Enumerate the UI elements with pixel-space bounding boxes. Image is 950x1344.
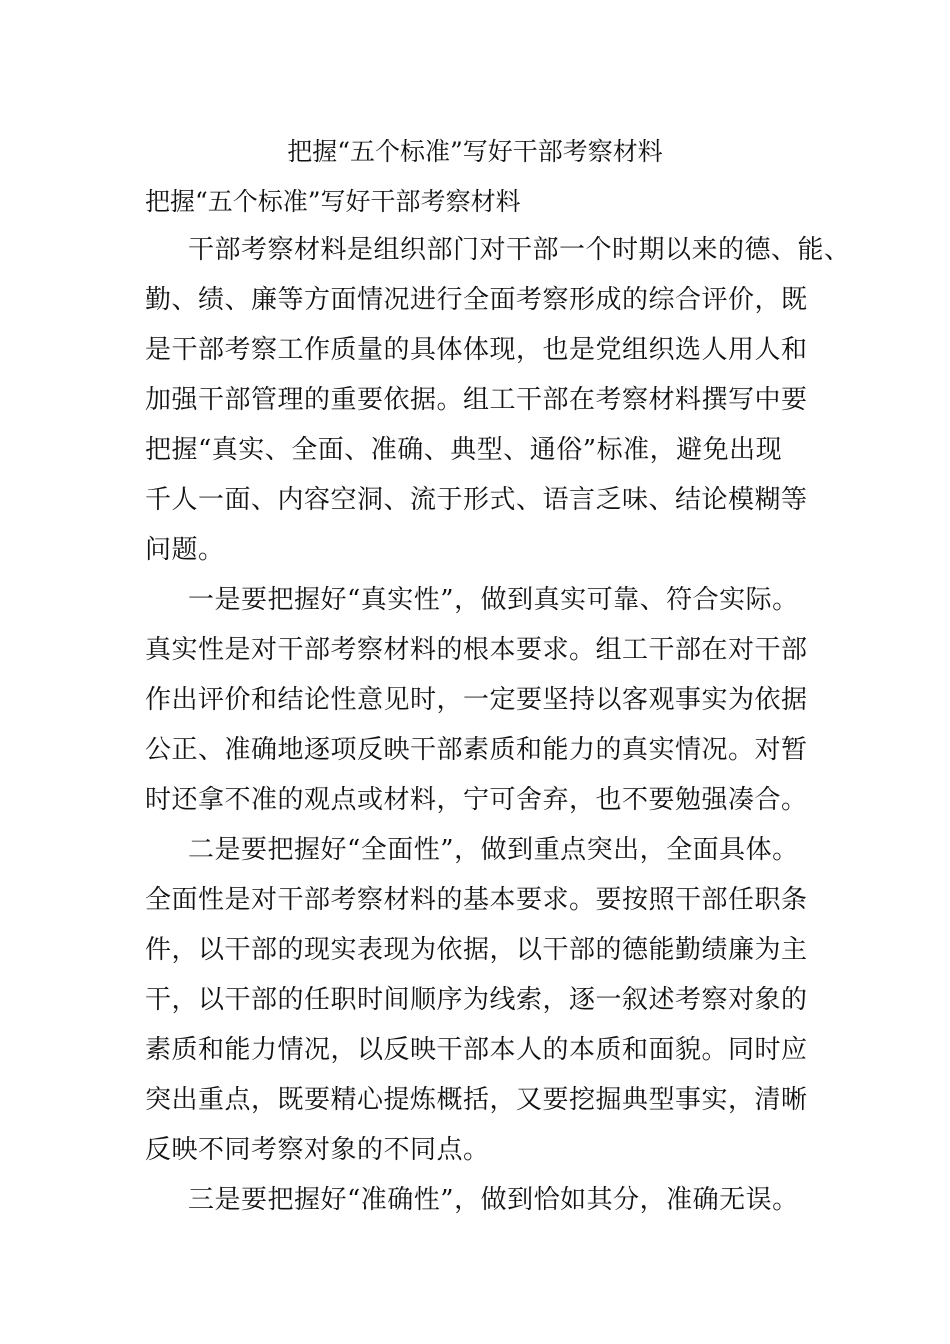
paragraph-line: 把握“真实、全面、准确、典型、通俗”标准，避免出现 <box>145 435 783 465</box>
paragraph-line: 二是要把握好“全面性”，做到重点突出，全面具体。 <box>188 835 799 865</box>
paragraph-line: 作出评价和结论性意见时，一定要坚持以客观事实为依据 <box>145 685 808 715</box>
paragraph-line: 三是要把握好“准确性”，做到恰如其分，准确无误。 <box>188 1185 799 1215</box>
paragraph-line: 全面性是对干部考察材料的基本要求。要按照干部任职条 <box>145 885 808 915</box>
document-title: 把握“五个标准”写好干部考察材料 <box>287 137 663 166</box>
paragraph-line: 真实性是对干部考察材料的根本要求。组工干部在对干部 <box>145 635 808 665</box>
paragraph-line: 是干部考察工作质量的具体体现，也是党组织选人用人和 <box>145 335 808 365</box>
paragraph-line: 反映不同考察对象的不同点。 <box>145 1135 490 1165</box>
paragraph-line: 突出重点，既要精心提炼概括，又要挖掘典型事实，清晰 <box>145 1085 808 1115</box>
paragraph-line: 勤、绩、廉等方面情况进行全面考察形成的综合评价，既 <box>145 285 808 315</box>
paragraph-line: 时还拿不准的观点或材料，宁可舍弃，也不要勉强凑合。 <box>145 785 808 815</box>
paragraph-line: 问题。 <box>145 535 225 565</box>
paragraph-line: 一是要把握好“真实性”，做到真实可靠、符合实际。 <box>188 585 799 615</box>
document-subtitle: 把握“五个标准”写好干部考察材料 <box>145 187 521 216</box>
paragraph-line: 公正、准确地逐项反映干部素质和能力的真实情况。对暂 <box>145 735 808 765</box>
paragraph-line: 素质和能力情况，以反映干部本人的本质和面貌。同时应 <box>145 1035 808 1065</box>
paragraph-line: 件，以干部的现实表现为依据，以干部的德能勤绩廉为主 <box>145 935 808 965</box>
paragraph-line: 千人一面、内容空洞、流于形式、语言乏味、结论模糊等 <box>145 485 808 515</box>
paragraph-line: 加强干部管理的重要依据。组工干部在考察材料撰写中要 <box>145 385 808 415</box>
paragraph-line: 干部考察材料是组织部门对干部一个时期以来的德、能、 <box>188 235 851 265</box>
paragraph-line: 干，以干部的任职时间顺序为线索，逐一叙述考察对象的 <box>145 985 808 1015</box>
